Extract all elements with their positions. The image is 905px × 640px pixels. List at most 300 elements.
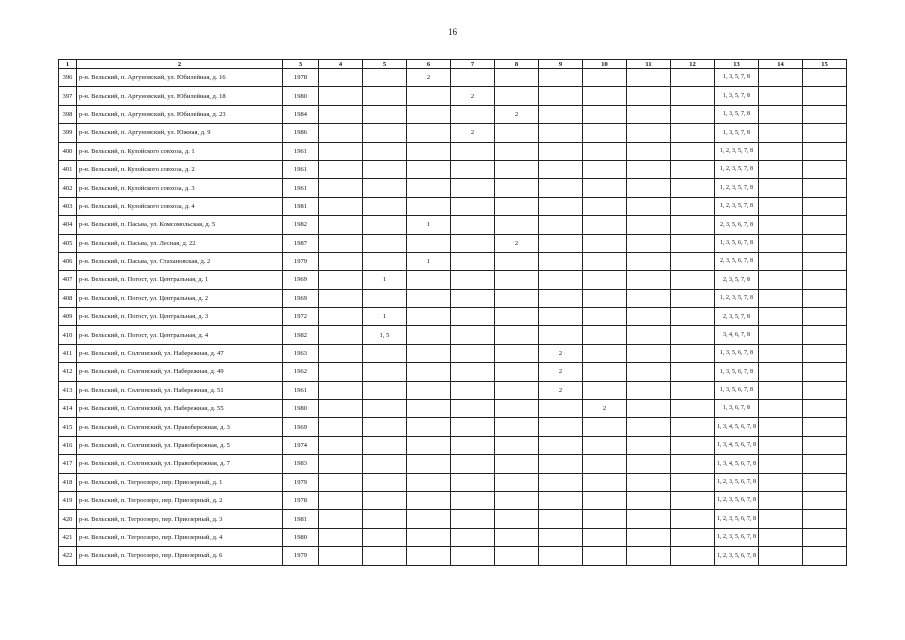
value-cell-col13: 1, 2, 3, 5, 6, 7, 8 [715, 547, 759, 565]
value-cell-col13: 1, 2, 3, 5, 7, 8 [715, 160, 759, 178]
value-cell-col13: 1, 3, 5, 6, 7, 8 [715, 381, 759, 399]
value-cell-col9 [539, 271, 583, 289]
value-cell-col15 [803, 308, 847, 326]
value-cell-col14 [759, 216, 803, 234]
value-cell-col13: 1, 2, 3, 5, 6, 7, 8 [715, 528, 759, 546]
value-cell-col15 [803, 124, 847, 142]
value-cell-col9 [539, 547, 583, 565]
value-cell-col11 [627, 455, 671, 473]
value-cell-col13: 1, 2, 3, 5, 6, 7, 8 [715, 510, 759, 528]
value-cell-col14 [759, 381, 803, 399]
column-header-12: 12 [671, 60, 715, 69]
value-cell-col10 [583, 491, 627, 509]
value-cell-col7 [451, 252, 495, 270]
value-cell-col14 [759, 252, 803, 270]
value-cell-col11 [627, 418, 671, 436]
column-header-14: 14 [759, 60, 803, 69]
value-cell-col4 [319, 216, 363, 234]
column-header-15: 15 [803, 60, 847, 69]
table-row [59, 363, 847, 381]
table-row [59, 197, 847, 215]
column-header-13: 13 [715, 60, 759, 69]
table-body [59, 69, 847, 566]
row-number-cell: 407 [59, 271, 77, 289]
value-cell-col12 [671, 528, 715, 546]
value-cell-col9 [539, 87, 583, 105]
table-row [59, 326, 847, 344]
column-header-7: 7 [451, 60, 495, 69]
value-cell-col10 [583, 528, 627, 546]
year-cell: 1980 [283, 87, 319, 105]
value-cell-col15 [803, 179, 847, 197]
address-cell: р-н. Вельский, п. Кулойского совхоза, д. 2 [77, 160, 283, 178]
value-cell-col15 [803, 289, 847, 307]
value-cell-col9: 2 [539, 344, 583, 362]
year-cell: 1962 [283, 363, 319, 381]
value-cell-col6 [407, 455, 451, 473]
value-cell-col15 [803, 455, 847, 473]
year-cell: 1982 [283, 216, 319, 234]
value-cell-col12 [671, 510, 715, 528]
value-cell-col11 [627, 326, 671, 344]
value-cell-col11 [627, 87, 671, 105]
value-cell-col15 [803, 381, 847, 399]
value-cell-col8 [495, 160, 539, 178]
address-cell: р-н. Вельский, п. Тегроозеро, пер. Приозерный, д. 3 [77, 510, 283, 528]
year-cell: 1979 [283, 252, 319, 270]
value-cell-col8 [495, 197, 539, 215]
value-cell-col10 [583, 160, 627, 178]
year-cell: 1963 [283, 344, 319, 362]
table-row [59, 289, 847, 307]
column-header-10: 10 [583, 60, 627, 69]
row-number-cell: 402 [59, 179, 77, 197]
value-cell-col12 [671, 473, 715, 491]
row-number-cell: 416 [59, 436, 77, 454]
value-cell-col10: 2 [583, 400, 627, 418]
table-row [59, 547, 847, 565]
value-cell-col9: 2 [539, 363, 583, 381]
value-cell-col4 [319, 179, 363, 197]
value-cell-col9 [539, 473, 583, 491]
value-cell-col10 [583, 363, 627, 381]
value-cell-col12 [671, 363, 715, 381]
value-cell-col6: 2 [407, 69, 451, 87]
address-cell: р-н. Вельский, п. Солгинский, ул. Правобережная, д. 3 [77, 418, 283, 436]
table-row [59, 179, 847, 197]
row-number-cell: 421 [59, 528, 77, 546]
column-header-5: 5 [363, 60, 407, 69]
value-cell-col11 [627, 142, 671, 160]
table-row [59, 271, 847, 289]
address-cell: р-н. Вельский, п. Солгинский, ул. Набережная, д. 47 [77, 344, 283, 362]
value-cell-col12 [671, 455, 715, 473]
value-cell-col14 [759, 179, 803, 197]
value-cell-col15 [803, 473, 847, 491]
table-row [59, 528, 847, 546]
value-cell-col12 [671, 105, 715, 123]
value-cell-col5 [363, 105, 407, 123]
value-cell-col14 [759, 197, 803, 215]
value-cell-col14 [759, 491, 803, 509]
value-cell-col4 [319, 271, 363, 289]
table-row [59, 491, 847, 509]
value-cell-col5 [363, 491, 407, 509]
value-cell-col14 [759, 234, 803, 252]
row-number-cell: 412 [59, 363, 77, 381]
value-cell-col13: 1, 3, 4, 5, 6, 7, 8 [715, 418, 759, 436]
table-row [59, 216, 847, 234]
value-cell-col15 [803, 271, 847, 289]
address-cell: р-н. Вельский, п. Погост, ул. Центральная, д. 2 [77, 289, 283, 307]
value-cell-col15 [803, 160, 847, 178]
value-cell-col6 [407, 510, 451, 528]
value-cell-col7 [451, 326, 495, 344]
value-cell-col14 [759, 289, 803, 307]
address-cell: р-н. Вельский, п. Пасьва, ул. Комсомольская, д. 5 [77, 216, 283, 234]
table-row [59, 160, 847, 178]
value-cell-col14 [759, 455, 803, 473]
value-cell-col4 [319, 308, 363, 326]
table-row [59, 344, 847, 362]
table-row [59, 234, 847, 252]
value-cell-col11 [627, 491, 671, 509]
value-cell-col11 [627, 363, 671, 381]
value-cell-col8 [495, 547, 539, 565]
value-cell-col9 [539, 491, 583, 509]
value-cell-col6 [407, 271, 451, 289]
value-cell-col8 [495, 216, 539, 234]
year-cell: 1961 [283, 381, 319, 399]
value-cell-col11 [627, 234, 671, 252]
value-cell-col8 [495, 510, 539, 528]
address-cell: р-н. Вельский, п. Аргуновский, ул. Южная, д. 9 [77, 124, 283, 142]
address-cell: р-н. Вельский, п. Тегроозеро, пер. Приозерный, д. 2 [77, 491, 283, 509]
value-cell-col9: 2 [539, 381, 583, 399]
table-row [59, 473, 847, 491]
value-cell-col5 [363, 142, 407, 160]
value-cell-col11 [627, 124, 671, 142]
row-number-cell: 408 [59, 289, 77, 307]
value-cell-col9 [539, 326, 583, 344]
address-cell: р-н. Вельский, п. Солгинский, ул. Набережная, д. 55 [77, 400, 283, 418]
value-cell-col8 [495, 69, 539, 87]
value-cell-col9 [539, 105, 583, 123]
table-row [59, 142, 847, 160]
value-cell-col10 [583, 142, 627, 160]
year-cell: 1961 [283, 179, 319, 197]
row-number-cell: 400 [59, 142, 77, 160]
value-cell-col13: 1, 2, 3, 5, 7, 8 [715, 179, 759, 197]
value-cell-col6 [407, 400, 451, 418]
value-cell-col12 [671, 216, 715, 234]
value-cell-col5 [363, 547, 407, 565]
table-row [59, 400, 847, 418]
value-cell-col4 [319, 510, 363, 528]
value-cell-col4 [319, 234, 363, 252]
value-cell-col13: 1, 3, 5, 6, 7, 8 [715, 363, 759, 381]
value-cell-col8 [495, 344, 539, 362]
year-cell: 1961 [283, 142, 319, 160]
value-cell-col9 [539, 418, 583, 436]
value-cell-col15 [803, 105, 847, 123]
value-cell-col11 [627, 308, 671, 326]
value-cell-col6 [407, 142, 451, 160]
row-number-cell: 403 [59, 197, 77, 215]
value-cell-col11 [627, 436, 671, 454]
value-cell-col12 [671, 436, 715, 454]
value-cell-col5 [363, 418, 407, 436]
value-cell-col5 [363, 510, 407, 528]
value-cell-col7 [451, 344, 495, 362]
address-cell: р-н. Вельский, п. Кулойского совхоза, д. 1 [77, 142, 283, 160]
value-cell-col13: 2, 3, 5, 6, 7, 8 [715, 216, 759, 234]
year-cell: 1981 [283, 510, 319, 528]
value-cell-col12 [671, 381, 715, 399]
value-cell-col8 [495, 271, 539, 289]
page-number: 16 [448, 27, 457, 37]
value-cell-col5: 1 [363, 271, 407, 289]
year-cell: 1980 [283, 528, 319, 546]
value-cell-col8: 2 [495, 105, 539, 123]
value-cell-col15 [803, 216, 847, 234]
value-cell-col7 [451, 455, 495, 473]
value-cell-col4 [319, 436, 363, 454]
value-cell-col4 [319, 363, 363, 381]
value-cell-col14 [759, 69, 803, 87]
value-cell-col12 [671, 160, 715, 178]
year-cell: 1983 [283, 455, 319, 473]
value-cell-col11 [627, 528, 671, 546]
value-cell-col14 [759, 547, 803, 565]
value-cell-col5 [363, 455, 407, 473]
address-cell: р-н. Вельский, п. Солгинский, ул. Правобережная, д. 7 [77, 455, 283, 473]
value-cell-col9 [539, 289, 583, 307]
value-cell-col4 [319, 289, 363, 307]
value-cell-col12 [671, 142, 715, 160]
value-cell-col6 [407, 491, 451, 509]
value-cell-col14 [759, 308, 803, 326]
value-cell-col13: 1, 3, 5, 6, 7, 8 [715, 234, 759, 252]
value-cell-col5 [363, 124, 407, 142]
value-cell-col15 [803, 547, 847, 565]
row-number-cell: 399 [59, 124, 77, 142]
value-cell-col15 [803, 510, 847, 528]
value-cell-col9 [539, 179, 583, 197]
value-cell-col8 [495, 400, 539, 418]
value-cell-col5 [363, 252, 407, 270]
value-cell-col12 [671, 289, 715, 307]
value-cell-col5 [363, 234, 407, 252]
value-cell-col15 [803, 400, 847, 418]
column-header-2: 2 [77, 60, 283, 69]
address-cell: р-н. Вельский, п. Погост, ул. Центральная, д. 1 [77, 271, 283, 289]
value-cell-col13: 1, 2, 3, 5, 6, 7, 8 [715, 473, 759, 491]
value-cell-col9 [539, 510, 583, 528]
column-header-9: 9 [539, 60, 583, 69]
value-cell-col5 [363, 216, 407, 234]
value-cell-col4 [319, 252, 363, 270]
value-cell-col13: 1, 3, 6, 7, 8 [715, 400, 759, 418]
value-cell-col8 [495, 363, 539, 381]
value-cell-col14 [759, 344, 803, 362]
value-cell-col8 [495, 473, 539, 491]
value-cell-col15 [803, 234, 847, 252]
row-number-cell: 406 [59, 252, 77, 270]
value-cell-col10 [583, 197, 627, 215]
row-number-cell: 409 [59, 308, 77, 326]
value-cell-col5 [363, 197, 407, 215]
value-cell-col15 [803, 363, 847, 381]
value-cell-col13: 1, 2, 3, 5, 7, 8 [715, 197, 759, 215]
value-cell-col14 [759, 528, 803, 546]
value-cell-col10 [583, 308, 627, 326]
value-cell-col8 [495, 289, 539, 307]
address-cell: р-н. Вельский, п. Солгинский, ул. Правобережная, д. 5 [77, 436, 283, 454]
value-cell-col9 [539, 216, 583, 234]
value-cell-col8 [495, 418, 539, 436]
value-cell-col9 [539, 252, 583, 270]
value-cell-col15 [803, 418, 847, 436]
value-cell-col13: 1, 3, 5, 7, 8 [715, 124, 759, 142]
value-cell-col12 [671, 547, 715, 565]
value-cell-col6 [407, 105, 451, 123]
value-cell-col13: 1, 2, 3, 5, 7, 8 [715, 289, 759, 307]
address-cell: р-н. Вельский, п. Аргуновский, ул. Юбилейная, д. 23 [77, 105, 283, 123]
value-cell-col7 [451, 271, 495, 289]
value-cell-col13: 2, 3, 5, 6, 7, 8 [715, 252, 759, 270]
value-cell-col10 [583, 381, 627, 399]
value-cell-col14 [759, 510, 803, 528]
value-cell-col8 [495, 87, 539, 105]
value-cell-col14 [759, 436, 803, 454]
value-cell-col12 [671, 326, 715, 344]
value-cell-col6 [407, 87, 451, 105]
value-cell-col8 [495, 381, 539, 399]
value-cell-col6: 1 [407, 252, 451, 270]
value-cell-col6 [407, 547, 451, 565]
value-cell-col10 [583, 418, 627, 436]
address-cell: р-н. Вельский, п. Аргуновский, ул. Юбилейная, д. 18 [77, 87, 283, 105]
value-cell-col13: 1, 2, 3, 5, 7, 8 [715, 142, 759, 160]
value-cell-col11 [627, 105, 671, 123]
value-cell-col11 [627, 400, 671, 418]
address-cell: р-н. Вельский, п. Солгинский, ул. Набережная, д. 49 [77, 363, 283, 381]
value-cell-col9 [539, 436, 583, 454]
year-cell: 1969 [283, 418, 319, 436]
value-cell-col14 [759, 363, 803, 381]
value-cell-col12 [671, 418, 715, 436]
value-cell-col10 [583, 436, 627, 454]
value-cell-col7 [451, 363, 495, 381]
value-cell-col8 [495, 528, 539, 546]
value-cell-col12 [671, 344, 715, 362]
value-cell-col10 [583, 289, 627, 307]
value-cell-col8 [495, 308, 539, 326]
value-cell-col11 [627, 271, 671, 289]
value-cell-col5 [363, 528, 407, 546]
value-cell-col9 [539, 124, 583, 142]
table-row [59, 308, 847, 326]
column-header-8: 8 [495, 60, 539, 69]
value-cell-col4 [319, 473, 363, 491]
value-cell-col9 [539, 142, 583, 160]
value-cell-col11 [627, 547, 671, 565]
value-cell-col10 [583, 105, 627, 123]
value-cell-col8 [495, 179, 539, 197]
table-row [59, 69, 847, 87]
value-cell-col4 [319, 142, 363, 160]
value-cell-col8 [495, 252, 539, 270]
value-cell-col9 [539, 69, 583, 87]
value-cell-col10 [583, 271, 627, 289]
value-cell-col14 [759, 142, 803, 160]
value-cell-col6 [407, 234, 451, 252]
value-cell-col10 [583, 473, 627, 491]
value-cell-col5 [363, 289, 407, 307]
year-cell: 1961 [283, 160, 319, 178]
year-cell: 1969 [283, 289, 319, 307]
year-cell: 1974 [283, 436, 319, 454]
value-cell-col12 [671, 124, 715, 142]
table-row [59, 455, 847, 473]
value-cell-col7 [451, 179, 495, 197]
row-number-cell: 415 [59, 418, 77, 436]
address-cell: р-н. Вельский, п. Тегроозеро, пер. Приозерный, д. 1 [77, 473, 283, 491]
row-number-cell: 418 [59, 473, 77, 491]
year-cell: 1978 [283, 491, 319, 509]
value-cell-col9 [539, 234, 583, 252]
value-cell-col10 [583, 326, 627, 344]
value-cell-col7 [451, 510, 495, 528]
value-cell-col4 [319, 418, 363, 436]
year-cell: 1982 [283, 326, 319, 344]
value-cell-col10 [583, 344, 627, 362]
value-cell-col13: 2, 3, 5, 7, 8 [715, 271, 759, 289]
address-cell: р-н. Вельский, п. Кулойского совхоза, д. 4 [77, 197, 283, 215]
value-cell-col7: 2 [451, 124, 495, 142]
value-cell-col9 [539, 455, 583, 473]
value-cell-col15 [803, 142, 847, 160]
value-cell-col11 [627, 197, 671, 215]
value-cell-col4 [319, 87, 363, 105]
value-cell-col15 [803, 252, 847, 270]
value-cell-col13: 1, 3, 5, 7, 8 [715, 87, 759, 105]
row-number-cell: 405 [59, 234, 77, 252]
value-cell-col4 [319, 381, 363, 399]
value-cell-col7 [451, 142, 495, 160]
value-cell-col11 [627, 344, 671, 362]
value-cell-col10 [583, 234, 627, 252]
value-cell-col5 [363, 344, 407, 362]
value-cell-col13: 1, 2, 3, 5, 6, 7, 8 [715, 491, 759, 509]
table-row [59, 418, 847, 436]
year-cell: 1984 [283, 105, 319, 123]
value-cell-col13: 2, 3, 5, 7, 8 [715, 308, 759, 326]
value-cell-col11 [627, 179, 671, 197]
value-cell-col5 [363, 436, 407, 454]
row-number-cell: 414 [59, 400, 77, 418]
value-cell-col10 [583, 179, 627, 197]
value-cell-col4 [319, 528, 363, 546]
value-cell-col10 [583, 216, 627, 234]
value-cell-col6 [407, 308, 451, 326]
value-cell-col8 [495, 455, 539, 473]
value-cell-col7 [451, 381, 495, 399]
value-cell-col6 [407, 289, 451, 307]
address-cell: р-н. Вельский, п. Погост, ул. Центральная, д. 4 [77, 326, 283, 344]
value-cell-col7 [451, 400, 495, 418]
